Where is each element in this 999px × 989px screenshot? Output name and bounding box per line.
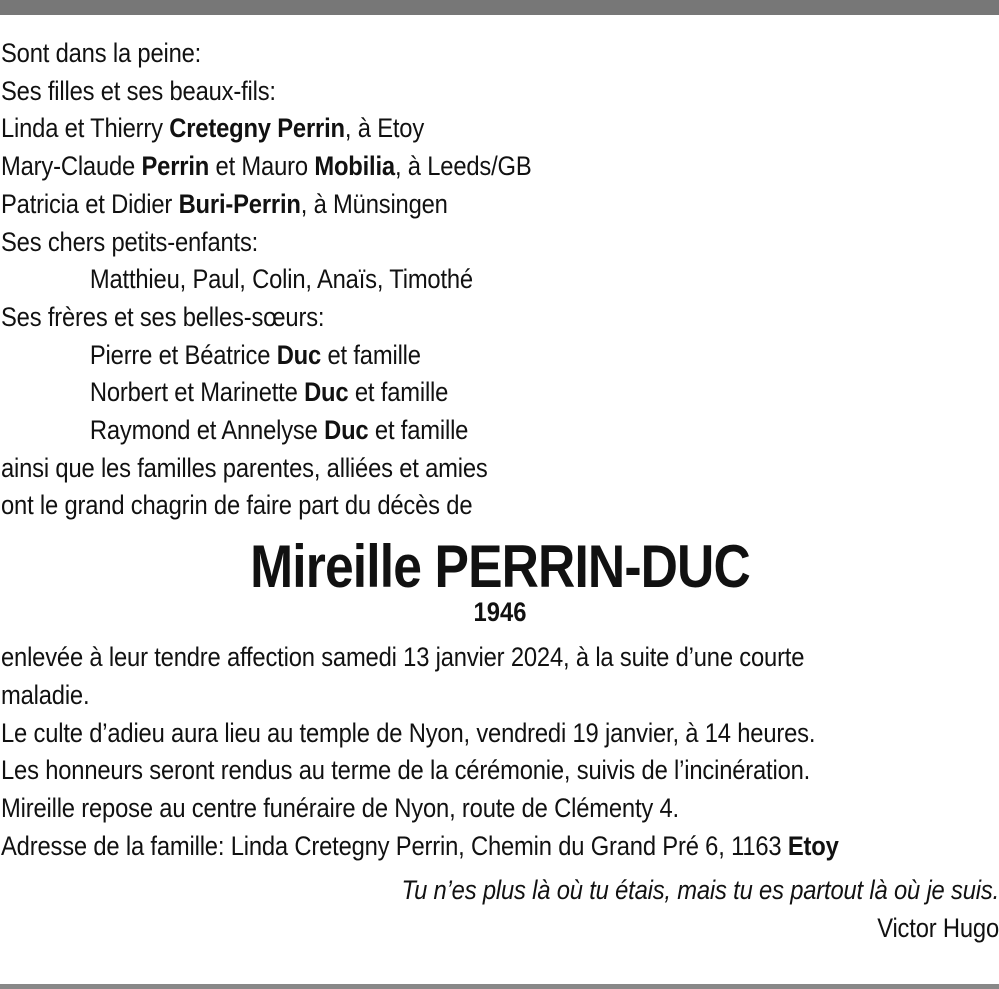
bottom-rule	[0, 984, 999, 989]
quote-text: Tu n’es plus là où tu étais, mais tu es partout là où je suis.	[401, 875, 999, 906]
top-rule	[0, 0, 999, 15]
closing-line: ainsi que les familles parentes, alliées et amies	[1, 452, 488, 483]
quote-author: Victor Hugo	[877, 913, 999, 944]
details-line: maladie.	[1, 679, 90, 710]
daughters-heading: Ses filles et ses beaux-fils:	[1, 75, 276, 106]
daughter-line: Patricia et Didier Buri-Perrin, à Münsingen	[1, 188, 448, 219]
grandchildren-names: Matthieu, Paul, Colin, Anaïs, Timothé	[89, 264, 473, 295]
sibling-line: Raymond et Annelyse Duc et famille	[89, 415, 469, 446]
details-line: Les honneurs seront rendus au terme de la cérémonie, suivis de l’incinération.	[1, 755, 811, 786]
sibling-line: Norbert et Marinette Duc et famille	[89, 377, 449, 408]
details-line: Mireille repose au centre funéraire de Nyon, route de Clémenty 4.	[1, 792, 679, 823]
daughter-line: Linda et Thierry Cretegny Perrin, à Etoy	[1, 113, 425, 144]
details-line: enlevée à leur tendre affection samedi 13 janvier 2024, à la suite d’une courte	[1, 642, 805, 673]
family-address: Adresse de la famille: Linda Cretegny Perrin, Chemin du Grand Pré 6, 1163 Etoy	[1, 830, 839, 861]
details-block	[1, 639, 999, 865]
grandchildren-heading: Ses chers petits-enfants:	[1, 226, 259, 257]
quote-block	[1, 872, 999, 947]
obituary-notice	[1, 35, 999, 948]
siblings-heading: Ses frères et ses belles-sœurs:	[1, 301, 325, 332]
daughter-line: Mary-Claude Perrin et Mauro Mobilia, à Leeds/GB	[1, 151, 532, 182]
deceased-block	[1, 535, 999, 627]
closing-line: ont le grand chagrin de faire part du décès de	[1, 490, 473, 521]
details-line: Le culte d’adieu aura lieu au temple de Nyon, vendredi 19 janvier, à 14 heures.	[1, 717, 816, 748]
sibling-line: Pierre et Béatrice Duc et famille	[89, 339, 421, 370]
mourners-intro: Sont dans la peine:	[1, 38, 202, 68]
deceased-name: Mireille PERRIN-DUC	[250, 533, 750, 601]
birth-year: 1946	[473, 597, 527, 628]
